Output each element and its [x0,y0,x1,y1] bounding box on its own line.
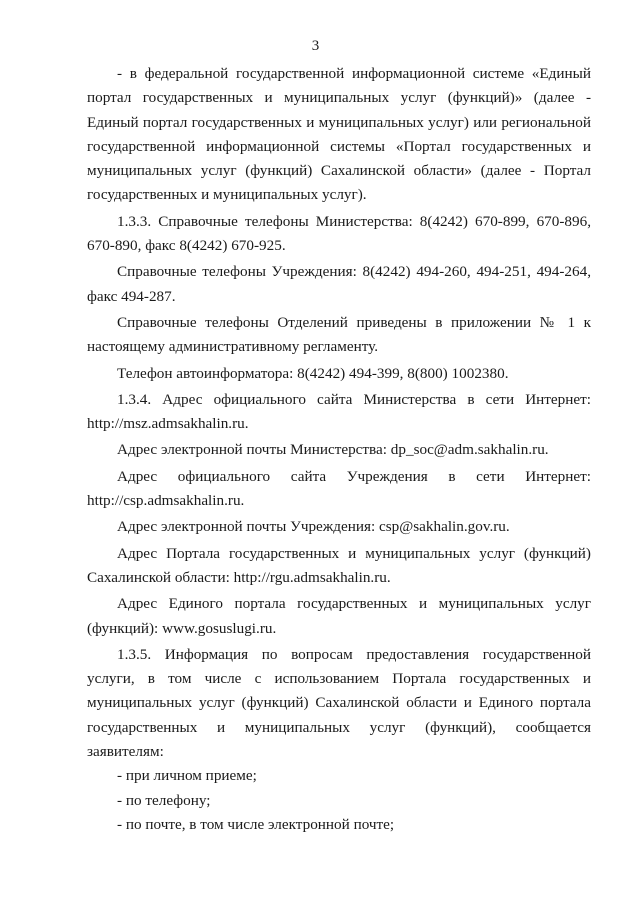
paragraph-department-phones: Справочные телефоны Отделений приведены в приложении № 1 к настоящему административному регламенту. [87,313,591,356]
paragraph-federal-portal: - в федеральной государственной информационной системе «Единый портал государственных и муниципальных услуг (функций)» (далее - Единый портал государственных и муниципальных услуг) или региональной государственной информационной системы «Портал государственных и муниципальных услуг (функций) Сахалинской области» (далее - Портал государственных и муниципальных услуг). [87,65,591,204]
paragraph-ministry-website: 1.3.4. Адрес официального сайта Министерства в сети Интернет: http://msz.admsakhalin.ru. [87,390,591,433]
paragraph-regional-portal: Адрес Портала государственных и муниципальных услуг (функций) Сахалинской области: http://rgu.admsakhalin.ru. [87,544,591,586]
paragraph-institution-phones: Справочные телефоны Учреждения: 8(4242) 494-260, 494-251, 494-264, факс 494-287. [87,263,591,305]
list-item-mail: - по почте, в том числе электронной почте; [117,815,395,833]
paragraph-unified-portal: Адрес Единого портала государственных и муниципальных услуг (функций): www.gosuslugi.ru. [87,595,591,637]
document-body [87,62,591,837]
list-item-personal-reception: - при личном приеме; [117,767,257,785]
paragraph-institution-website: Адрес официального сайта Учреждения в сети Интернет: http://csp.admsakhalin.ru. [87,467,591,510]
paragraph-ministry-email: Адрес электронной почты Министерства: dp_soc@adm.sakhalin.ru. [117,441,549,459]
page-number: 3 [311,38,320,54]
list-item-phone: - по телефону; [117,791,211,809]
paragraph-ministry-phones: 1.3.3. Справочные телефоны Министерства: 8(4242) 670-899, 670-896, 670-890, факс 8(4242) 670-925. [87,212,591,255]
paragraph-institution-email: Адрес электронной почты Учреждения: csp@sakhalin.gov.ru. [117,518,510,536]
paragraph-info-provision: 1.3.5. Информация по вопросам предоставления государственной услуги, в том числе с использованием Портала государственных и муниципальных услуг (функций) Сахалинской области и Единого портала государственных и муниципальных услуг (функций), сообщается заявителям: [87,645,591,761]
paragraph-autoinformer-phone: Телефон автоинформатора: 8(4242) 494-399, 8(800) 1002380. [117,364,509,382]
